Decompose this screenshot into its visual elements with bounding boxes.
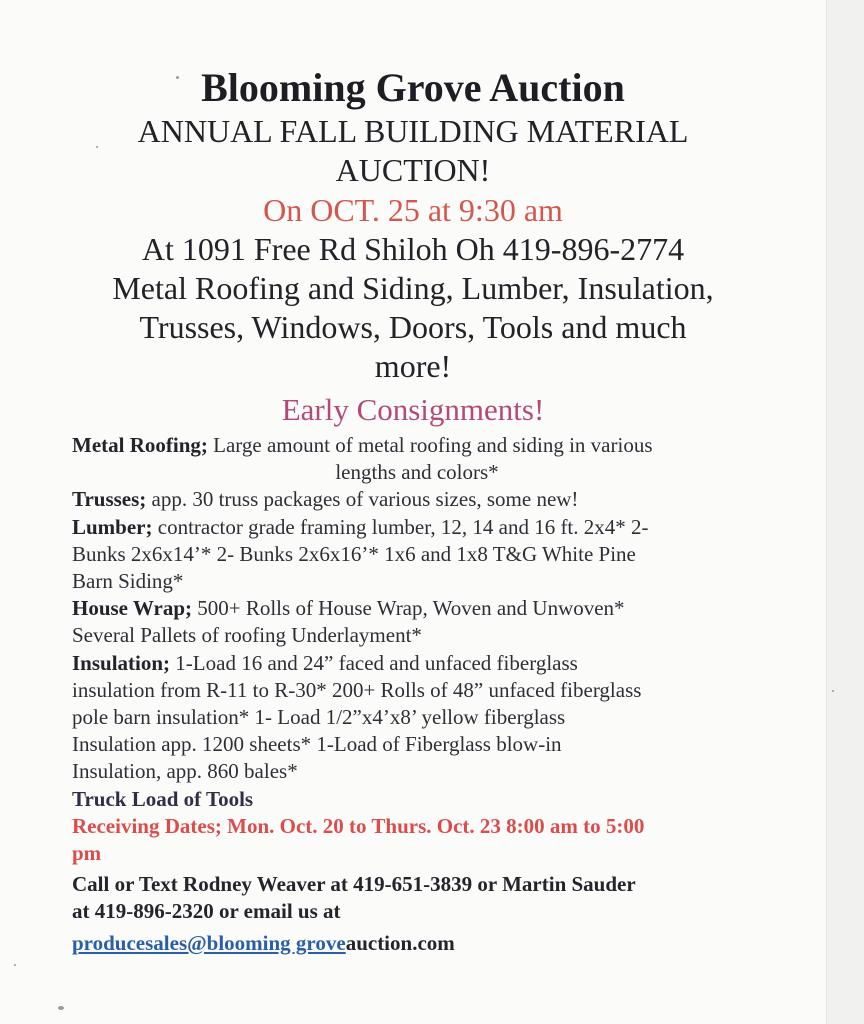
items-line: Metal Roofing and Siding, Lumber, Insulation, [112,270,714,306]
items-line: Trusses, Windows, Doors, Tools and much [139,309,687,345]
list-item-cont: Insulation app. 1200 sheets* 1-Load of Fiberglass blow-in [72,732,562,757]
auction-date: On OCT. 25 at 9:30 am [263,192,563,228]
item-label: Metal Roofing; [72,433,208,457]
item-label: Lumber; [72,514,153,539]
list-item-cont: insulation from R-11 to R-30* 200+ Rolls of 48” unfaced fiberglass [72,677,642,702]
item-label: Trusses; [72,487,147,512]
scan-speck [58,1006,64,1010]
receiving-dates: Receiving Dates; Mon. Oct. 20 to Thurs. Oct. 23 8:00 am to 5:00 [72,813,645,838]
email-domain: auction.com [345,930,455,955]
subtitle [70,112,756,190]
list-item [72,486,762,513]
list-item-cont: lengths and colors* [335,460,499,485]
scan-speck [14,964,16,966]
early-consignments-heading: Early Consignments! [281,392,545,427]
list-item [72,432,762,459]
item-label: House Wrap; [72,596,192,621]
address-line: At 1091 Free Rd Shiloh Oh 419-896-2774 [141,231,685,267]
list-item-cont: Insulation, app. 860 bales* [72,759,298,784]
contact-line: Call or Text Rodney Weaver at 419-651-3839 or Martin Sauder [72,872,636,897]
subtitle-line: ANNUAL FALL BUILDING MATERIAL [137,113,689,149]
list-item [72,595,762,622]
email-line [72,930,762,957]
address-block [60,230,766,386]
item-text: app. 30 truss packages of various sizes, some new! [146,487,579,512]
email-link[interactable]: producesales@blooming grove [72,930,346,955]
list-item-cont: Barn Siding* [72,569,184,594]
scanner-edge [826,0,864,1024]
list-item-cont: pole barn insulation* 1- Load 1/2”x4’x8’ yellow fiberglass [72,705,566,730]
scan-speck [176,76,179,79]
item-text: 500+ Rolls of House Wrap, Woven and Unwoven* [192,596,625,621]
receiving-dates-cont: pm [72,841,102,866]
consignment-list [72,432,762,957]
contact-line: at 419-896-2320 or email us at [72,899,341,924]
list-item [72,514,762,541]
item-text: Large amount of metal roofing and siding in various [207,433,653,457]
truck-load-of-tools: Truck Load of Tools [72,786,254,811]
item-label: Insulation; [72,650,171,675]
subtitle-line: AUCTION! [335,152,491,188]
list-item-cont: Several Pallets of roofing Underlayment* [72,623,422,648]
item-text: contractor grade framing lumber, 12, 14 and 16 ft. 2x4* 2- [152,514,649,539]
items-line: more! [374,348,452,384]
item-text: 1-Load 16 and 24” faced and unfaced fiberglass [170,650,578,675]
scan-speck [832,690,834,692]
list-item [72,650,762,677]
scan-speck [96,146,98,148]
page-title: Blooming Grove Auction [201,65,625,110]
list-item-cont: Bunks 2x6x14’* 2- Bunks 2x6x16’* 1x6 and 1x8 T&G White Pine [72,541,636,566]
